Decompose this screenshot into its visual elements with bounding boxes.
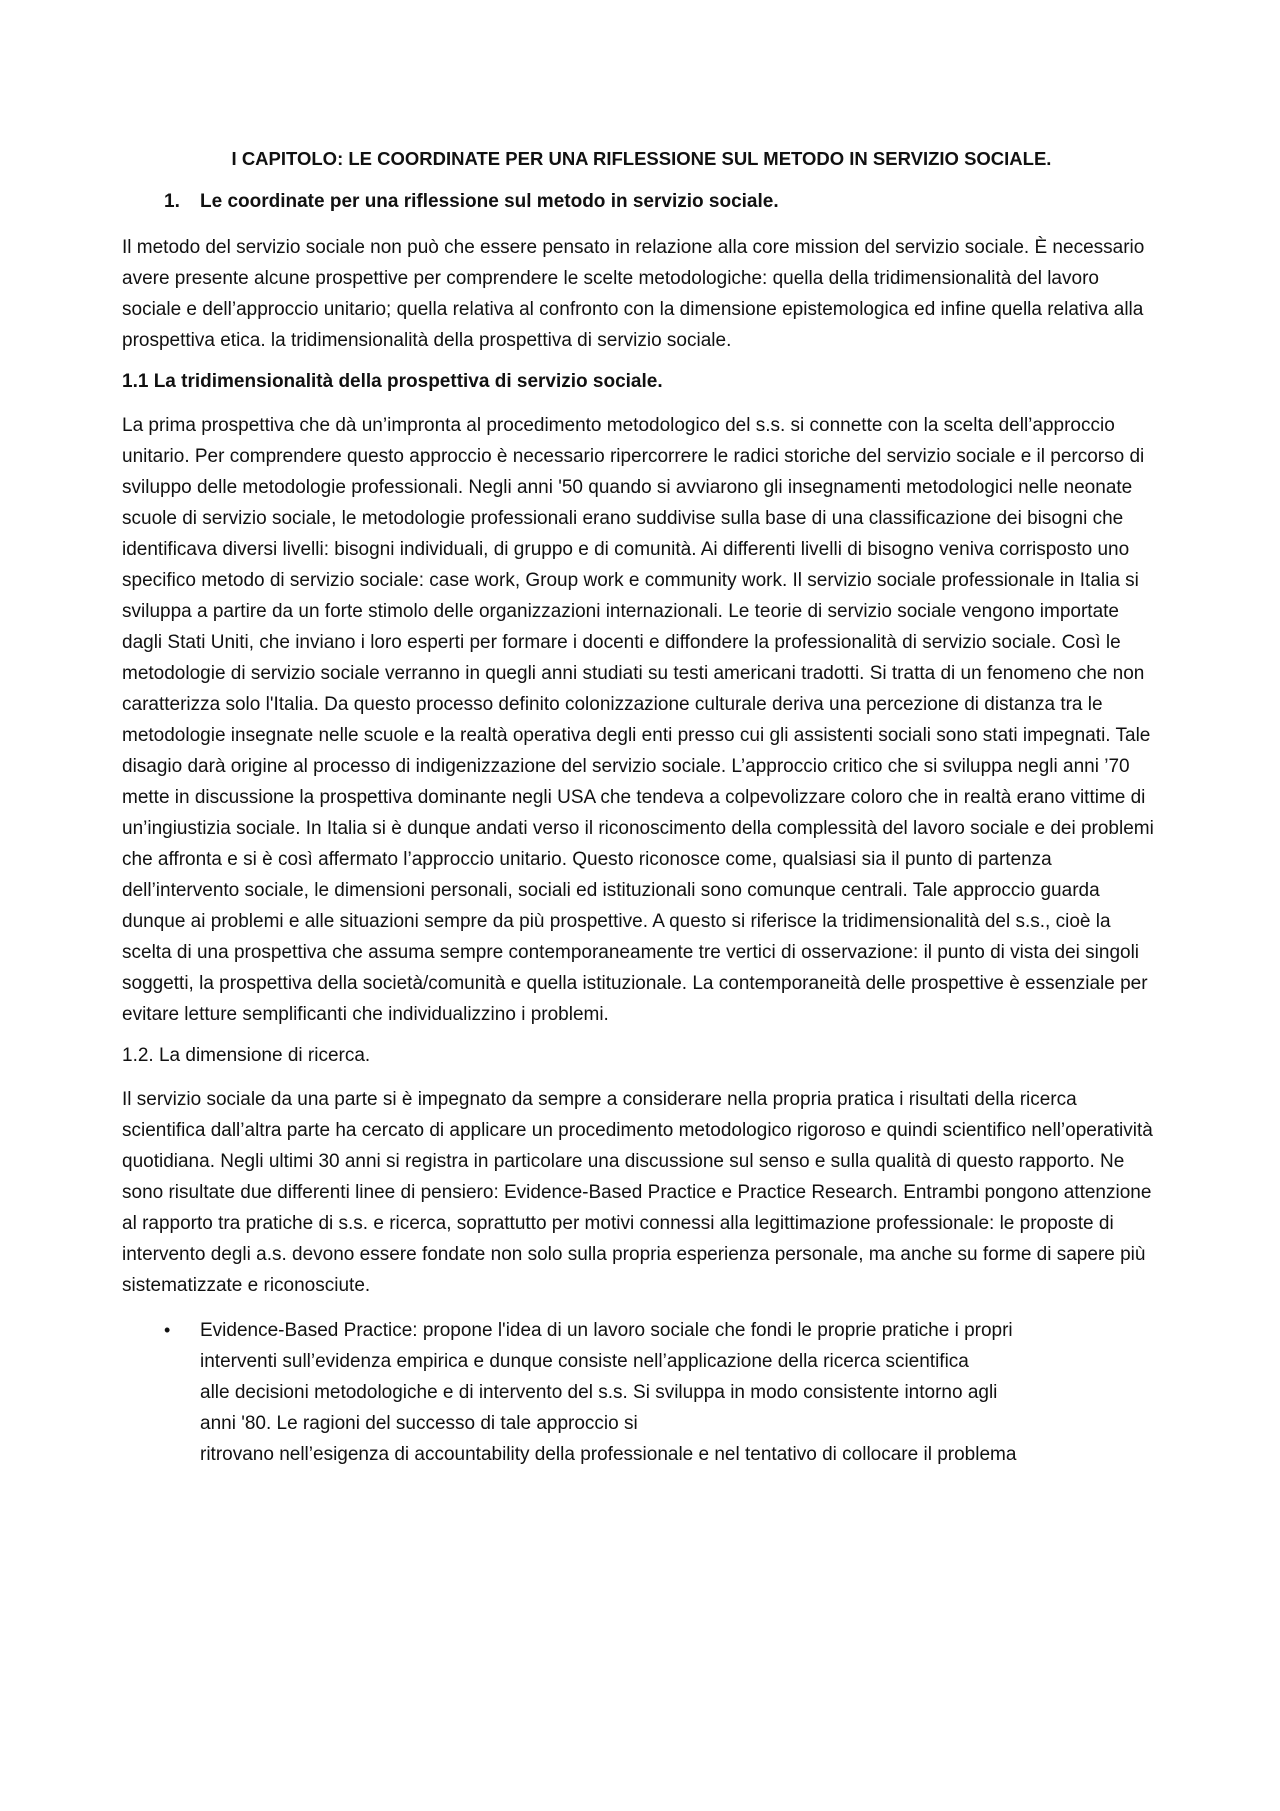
section-1-2-heading: 1.2. La dimensione di ricerca. <box>122 1044 371 1066</box>
section-1-title: Le coordinate per una riflessione sul metodo in servizio sociale. <box>200 191 779 213</box>
list-item <box>122 1315 1161 1470</box>
chapter-title: I CAPITOLO: LE COORDINATE PER UNA RIFLESSIONE SUL METODO IN SERVIZIO SOCIALE. <box>231 148 1052 169</box>
bullet-symbol: • <box>164 1319 171 1340</box>
bullet-line: interventi sull’evidenza empirica e dunque consiste nell’applicazione della ricerca scientifica <box>200 1350 969 1372</box>
paragraph-research: Il servizio sociale da una parte si è impegnato da sempre a considerare nella propria pratica i risultati della ricerca scientifica dall’altra parte ha cercato di applicare un procedimento metodologico rigoroso e quindi scientifico nell’operatività quotidiana. Negli ultimi 30 anni si registra in particolare una discussione sul senso e sulla qualità di questo rapporto. Ne sono risultate due differenti linee di pensiero: Evidence-Based Practice e Practice Research. Entrambi pongono attenzione al rapporto tra pratiche di s.s. e ricerca, soprattutto per motivi connessi alla legittimazione professionale: le proposte di intervento degli a.s. devono essere fondate non solo sulla propria esperienza personale, ma anche su forme di sapere più sistematizzate e riconosciute. <box>122 1088 1153 1296</box>
paragraph-tridimensionality: La prima prospettiva che dà un’impronta al procedimento metodologico del s.s. si connette con la scelta dell’approccio unitario. Per comprendere questo approccio è necessario ripercorrere le radici storiche del servizio sociale e il percorso di sviluppo delle metodologie professionali. Negli anni '50 quando si avviarono gli insegnamenti metodologici nelle neonate scuole di servizio sociale, le metodologie professionali erano suddivise sulla base di una classificazione dei bisogni che identificava diversi livelli: bisogni individuali, di gruppo e di comunità. Ai differenti livelli di bisogno veniva corrisposto uno specifico metodo di servizio sociale: case work, Group work e community work. Il servizio sociale professionale in Italia si sviluppa a partire da un forte stimolo delle organizzazioni internazionali. Le teorie di servizio sociale vengono importate dagli Stati Uniti, che inviano i loro esperti per formare i docenti e diffondere la professionalità di servizio sociale. Così le metodologie di servizio sociale verranno in quegli anni studiati su testi americani tradotti. Si tratta di un fenomeno che non caratterizza solo l'Italia. Da questo processo definito colonizzazione culturale deriva una percezione di distanza tra le metodologie insegnate nelle scuole e la realtà operativa degli enti presso cui gli assistenti sociali sono stati impegnati. Tale disagio darà origine al processo di indigenizzazione del servizio sociale. L’approccio critico che si sviluppa negli anni ’70 mette in discussione la prospettiva dominante negli USA che tendeva a colpevolizzare coloro che in realtà erano vittime di un’ingiustizia sociale. In Italia si è dunque andati verso il riconoscimento della complessità del lavoro sociale e dei problemi che affronta e si è così affermato l’approccio unitario. Questo riconosce come, qualsiasi sia il punto di partenza dell’intervento sociale, le dimensioni personali, sociali ed istituzionali sono comunque centrali. Tale approccio guarda dunque ai problemi e alle situazioni sempre da più prospettive. A questo si riferisce la tridimensionalità del s.s., cioè la scelta di una prospettiva che assuma sempre contemporaneamente tre vertici di osservazione: il punto di vista dei singoli soggetti, la prospettiva della società/comunità e quella istituzionale. La contemporaneità delle prospettive è essenziale per evitare letture semplificanti che individualizzino i problemi. <box>122 414 1154 1025</box>
bullet-line: anni '80. Le ragioni del successo di tale approccio si <box>200 1412 638 1434</box>
section-1-number: 1. <box>164 191 180 213</box>
bullet-line: Evidence-Based Practice: propone l'idea di un lavoro sociale che fondi le proprie pratiche i propri <box>200 1319 1013 1341</box>
bullet-line: alle decisioni metodologiche e di intervento del s.s. Si sviluppa in modo consistente intorno agli <box>200 1381 998 1403</box>
paragraph-intro: Il metodo del servizio sociale non può che essere pensato in relazione alla core mission del servizio sociale. È necessario avere presente alcune prospettive per comprendere le scelte metodologiche: quella della tridimensionalità del lavoro sociale e dell’approccio unitario; quella relativa al confronto con la dimensione epistemologica ed infine quella relativa alla prospettiva etica. la tridimensionalità della prospettiva di servizio sociale. <box>122 236 1145 351</box>
section-1-1-heading: 1.1 La tridimensionalità della prospettiva di servizio sociale. <box>122 370 663 392</box>
section-1-heading <box>122 190 1161 214</box>
bullet-list <box>122 1315 1161 1470</box>
bullet-line: ritrovano nell’esigenza di accountability della professionale e nel tentativo di collocare il problema <box>200 1443 1017 1465</box>
